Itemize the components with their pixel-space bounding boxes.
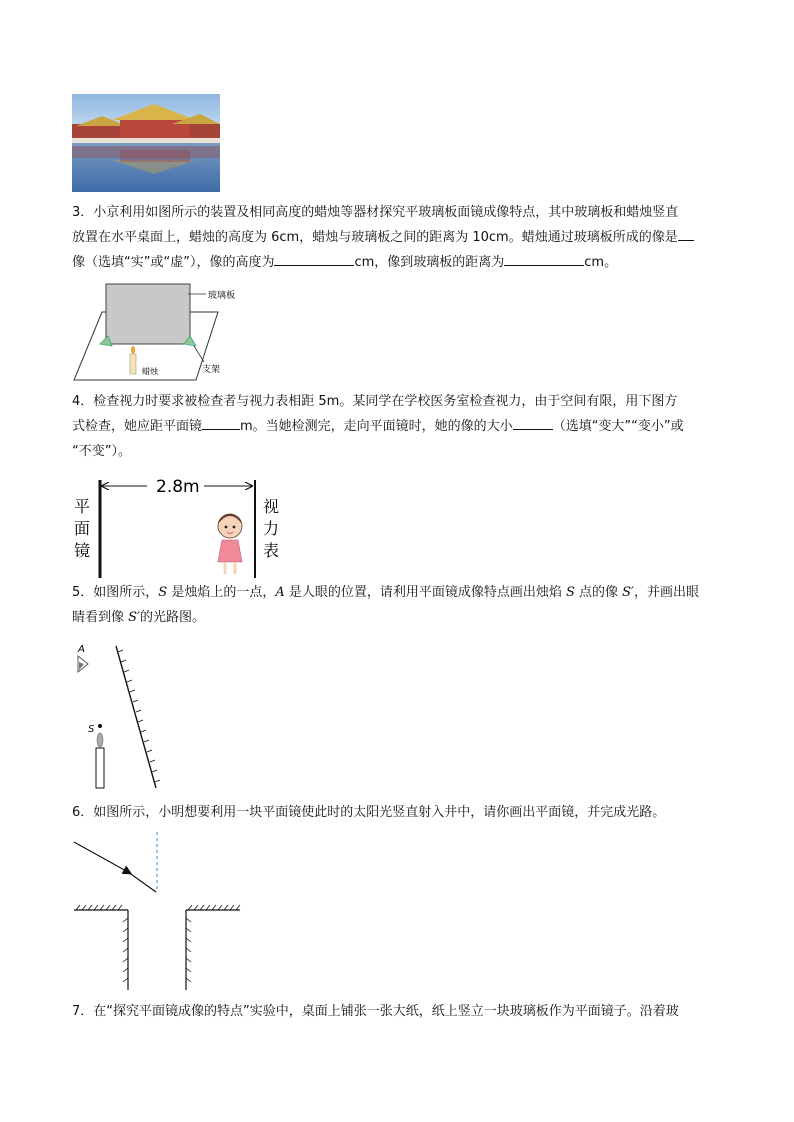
- question-6: [72, 800, 724, 825]
- ground-hatching: [76, 905, 240, 982]
- mirror-label-3: 镜: [74, 541, 91, 560]
- question-7: [72, 999, 724, 1024]
- answer-blank-image-height[interactable]: [274, 250, 354, 266]
- q7-line-1: 7．在“探究平面镜成像的特点”实验中，桌面上铺张一张大纸，纸上竖立一块玻璃板作为平面镜子。沿着玻: [72, 1004, 679, 1019]
- q6-line-1: 6．如图所示，小明想要利用一块平面镜使此时的太阳光竖直射入井中，请你画出平面镜，并完成光路。: [72, 805, 666, 820]
- eye-test-figure: [72, 474, 302, 580]
- answer-blank-image-type[interactable]: [678, 225, 694, 241]
- q3-line-1: 3．小京利用如图所示的装置及相同高度的蜡烛等器材探究平玻璃板面镜成像特点，其中玻璃板和蜡烛竖直: [72, 205, 679, 220]
- q4-line-1: 4．检查视力时要求被检查者与视力表相距 5m。某同学在学校医务室检查视力，由于空间有限，用下图方: [72, 394, 678, 409]
- answer-blank-image-size[interactable]: [513, 414, 553, 430]
- q5-line-1: 5．如图所示，S 是烛焰上的一点，A 是人眼的位置，请利用平面镜成像特点画出烛焰 S 点的像 S′，并画出眼: [72, 585, 700, 600]
- label-stand: 支架: [202, 365, 221, 375]
- q4-line-3: “不变”）。: [72, 444, 131, 459]
- answer-blank-image-distance[interactable]: [504, 250, 584, 266]
- point-a-label: A: [78, 644, 85, 655]
- mirror-label-1: 平: [74, 497, 91, 516]
- question-5: [72, 580, 724, 630]
- palace-photo: [72, 94, 220, 192]
- chart-label-1: 视: [263, 497, 280, 516]
- q4-line-2: 式检查，她应距平面镜 m。当她检测完，走向平面镜时，她的像的大小 （选填“变大”“变小”或: [72, 414, 724, 439]
- glass-plate-figure: [72, 280, 272, 384]
- mirror-label-2: 面: [74, 519, 91, 538]
- label-candle: 蜡烛: [142, 367, 158, 376]
- q5-line-2: 睛看到像 S′的光路图。: [72, 610, 206, 625]
- label-glass-plate: 玻璃板: [208, 291, 236, 301]
- q3-line-3: 像（选填“实”或“虚”），像的高度为 cm，像到玻璃板的距离为 cm。: [72, 250, 724, 275]
- q3-line-2: 放置在水平桌面上，蜡烛的高度为 6cm，蜡烛与玻璃板之间的距离为 10cm。蜡烛通过玻璃板所成的像是: [72, 225, 724, 250]
- mirror-hatching: [118, 650, 160, 782]
- question-3: [72, 200, 724, 275]
- well-figure: [72, 830, 244, 992]
- girl-illustration: [218, 514, 242, 574]
- chart-label-3: 表: [263, 541, 280, 560]
- mirror-candle-figure: [72, 640, 172, 792]
- question-4: [72, 389, 724, 464]
- answer-blank-mirror-distance[interactable]: [202, 414, 240, 430]
- distance-label: 2.8m: [156, 477, 200, 497]
- point-s-label: S: [88, 724, 95, 735]
- chart-label-2: 力: [263, 519, 280, 538]
